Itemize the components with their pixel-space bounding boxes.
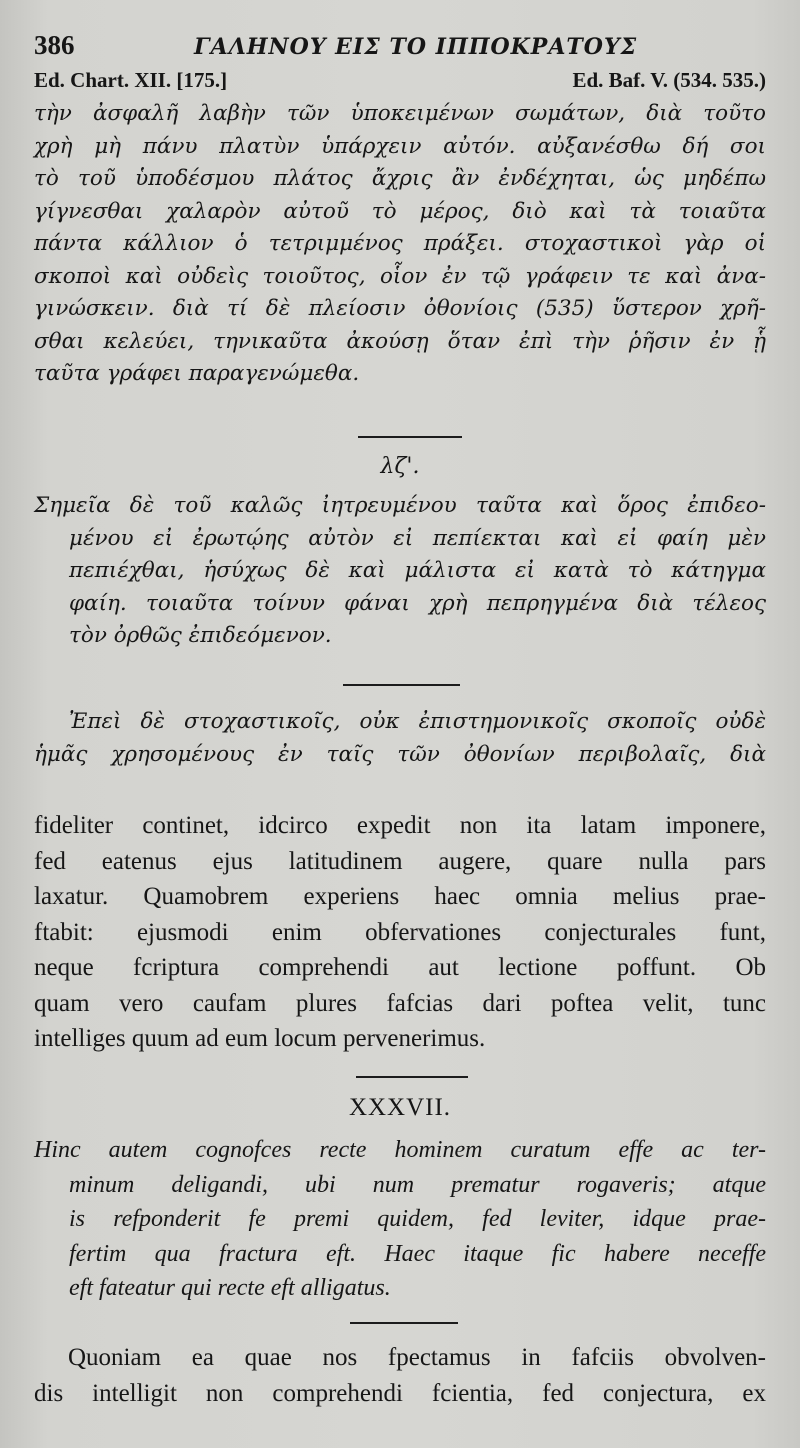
text-line: is refponderit fe premi quidem, fed leviter, idque prae-	[69, 1206, 766, 1232]
text-line: τὸ τοῦ ὑποδέσμου πλάτος ἄχρις ἂν ἐνδέχηται, ὡς μηδέπω	[34, 166, 766, 191]
text-line: minum deligandi, ubi num prematur rogaveris; atque	[69, 1171, 766, 1198]
text-line: χρὴ μὴ πάνυ πλατὺν ὑπάρχειν αὐτόν. αὐξανέσθω δή σοι	[34, 133, 766, 159]
text-line: Hinc autem cognofces recte hominem curatum effe ac ter-	[34, 1137, 766, 1163]
section-divider	[350, 1322, 458, 1324]
text-line: τὸν ὀρθῶς ἐπιδεόμενον.	[69, 623, 332, 648]
greek-paragraph-2	[34, 490, 766, 653]
text-line: fertim qua fractura eft. Haec itaque fic habere neceffe	[69, 1240, 766, 1267]
text-line: πάντα κάλλιον ὁ τετριμμένος πράξει. στοχαστικοὶ γὰρ οἱ	[34, 231, 766, 256]
text-line: Quoniam ea quae nos fpectamus in fafciis obvolven-	[68, 1344, 766, 1371]
section-divider	[343, 684, 460, 686]
page-number: 386	[34, 30, 75, 60]
text-line: neque fcriptura comprehendi aut lectione poffunt. Ob	[34, 954, 766, 981]
text-line: quam vero caufam plures fafcias dari poftea velit, tunc	[34, 989, 766, 1017]
section-divider	[356, 1076, 468, 1078]
text-line: Ἐπεὶ δὲ στοχαστικοῖς, οὐκ ἐπιστημονικοῖς σκοποῖς οὐδὲ	[69, 709, 766, 734]
text-line: fideliter continet, idcirco expedit non ita latam imponere,	[34, 812, 766, 839]
latin-paragraph-2	[34, 1133, 766, 1306]
edition-reference-line	[34, 68, 766, 98]
greek-paragraph-1	[34, 98, 766, 391]
text-line: eft fateatur qui recte eft alligatus.	[69, 1275, 391, 1301]
text-line: σθαι κελεύει, τηνικαῦτα ἀκούσῃ ὅταν ἐπὶ τὴν ῥῆσιν ἐν ᾗ	[34, 328, 766, 354]
latin-section-number: XXXVII.	[348, 1094, 452, 1121]
running-title: ΓΑΛΗΝΟΥ ΕΙΣ ΤΟ ΙΠΠΟΚΡΑΤΟΥΣ	[194, 34, 638, 60]
edition-reference-basel: Ed. Baf. V. (534. 535.)	[572, 68, 766, 92]
text-line: dis intelligit non comprehendi fcientia, fed conjectura, ex	[34, 1379, 766, 1407]
text-line: φαίη. τοιαῦτα τοίνυν φάναι χρὴ πεπρηγμένα διὰ τέλεος	[69, 590, 766, 616]
text-line: γινώσκειν. διὰ τί δὲ πλείοσιν ὀθονίοις (535) ὕστερον χρῆ-	[34, 296, 766, 321]
text-line: Σημεῖα δὲ τοῦ καλῶς ἰητρευμένου ταῦτα καὶ ὅρος ἐπιδεο-	[34, 493, 766, 518]
text-line: ταῦτα γράφει παραγενώμεθα.	[34, 361, 360, 386]
text-line: ἡμᾶς χρησομένους ἐν ταῖς τῶν ὀθονίων περιβολαῖς, διὰ	[34, 741, 766, 767]
text-line: σκοποὶ καὶ οὐδεὶς τοιοῦτος, οἷον ἐν τῷ γράφειν τε καὶ ἀνα-	[34, 263, 766, 289]
text-line: πεπιέχθαι, ἡσύχως δὲ καὶ μάλιστα εἰ κατὰ τὸ κάτηγμα	[69, 558, 766, 583]
greek-section-number: λζ'.	[380, 454, 420, 479]
latin-paragraph-1	[34, 808, 766, 1057]
text-line: laxatur. Quamobrem experiens haec omnia melius prae-	[34, 883, 766, 910]
text-line: intelliges quum ad eum locum pervenerimus.	[34, 1025, 486, 1052]
text-line: τὴν ἀσφαλῆ λαβὴν τῶν ὑποκειμένων σωμάτων, διὰ τοῦτο	[34, 101, 766, 126]
latin-paragraph-3	[34, 1340, 766, 1411]
page-header	[34, 28, 766, 68]
text-line: ftabit: ejusmodi enim obfervationes conjecturales funt,	[34, 918, 766, 946]
section-divider	[358, 436, 462, 438]
edition-reference-chartier: Ed. Chart. XII. [175.]	[34, 68, 228, 92]
text-line: μένου εἰ ἐρωτῴης αὐτὸν εἰ πεπίεκται καὶ εἰ φαίη μὲν	[69, 525, 766, 551]
text-line: γίγνεσθαι χαλαρὸν αὐτοῦ τὸ μέρος, διὸ καὶ τὰ τοιαῦτα	[34, 198, 766, 224]
greek-paragraph-3	[34, 706, 766, 771]
text-line: fed eatenus ejus latitudinem augere, quare nulla pars	[34, 847, 766, 875]
